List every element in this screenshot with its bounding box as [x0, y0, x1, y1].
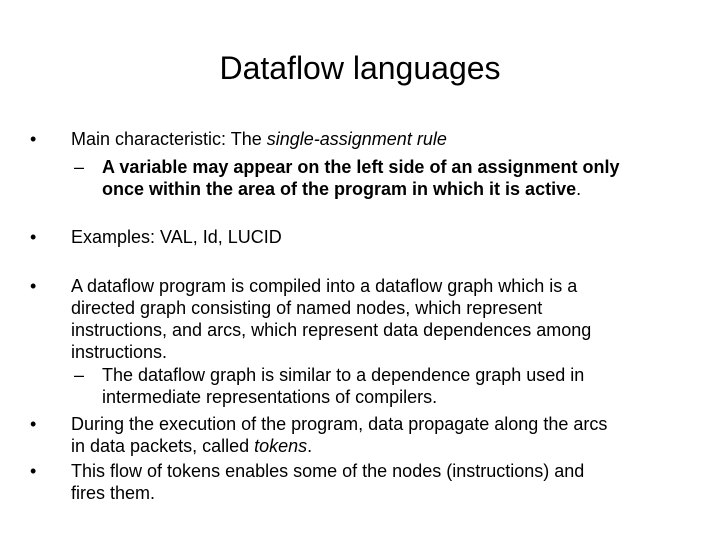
bullet-1-text-plain: Main characteristic: The	[71, 129, 267, 149]
bullet-3-line-3: instructions, and arcs, which represent data dependences among	[71, 320, 592, 340]
bullet-4-line-2-period: .	[307, 436, 313, 456]
bullet-1-text	[71, 128, 691, 150]
bullet-4-line-2-plain: in data packets, called	[71, 436, 255, 456]
bullet-4-line-1: During the execution of the program, data propagate along the arcs	[71, 414, 608, 434]
bullet-4-line-2-italic: tokens	[254, 436, 308, 456]
bullet-marker: •	[30, 461, 37, 481]
slide-title: Dataflow languages	[219, 50, 501, 86]
bullet-marker: •	[30, 227, 37, 247]
bullet-3-sub-line-1: The dataflow graph is similar to a dependence graph used in	[102, 365, 585, 385]
bullet-1-sub-line-2-bold: once within the area of the program in which it is active	[102, 179, 577, 199]
bullet-3-line-1: A dataflow program is compiled into a dataflow graph which is a	[71, 276, 578, 296]
bullet-marker: •	[30, 414, 37, 434]
bullet-1-sub-line-2	[102, 178, 702, 200]
bullet-1-sub-line-1: A variable may appear on the left side of an assignment only	[102, 157, 620, 177]
bullet-4-line-2	[71, 435, 691, 457]
bullet-1-text-italic: single-assignment rule	[266, 129, 447, 149]
bullet-3-line-2: directed graph consisting of named nodes, which represent	[71, 298, 543, 318]
bullet-2-text: Examples: VAL, Id, LUCID	[71, 227, 282, 247]
bullet-marker: •	[30, 129, 37, 149]
bullet-5-line-1: This flow of tokens enables some of the nodes (instructions) and	[71, 461, 585, 481]
bullet-5-line-2: fires them.	[71, 483, 156, 503]
bullet-3-sub-line-2: intermediate representations of compilers.	[102, 387, 438, 407]
bullet-marker: •	[30, 276, 37, 296]
sub-bullet-marker: –	[74, 157, 85, 177]
bullet-1-sub-line-2-period: .	[576, 179, 582, 199]
bullet-3-line-4: instructions.	[71, 342, 168, 362]
sub-bullet-marker: –	[74, 365, 85, 385]
